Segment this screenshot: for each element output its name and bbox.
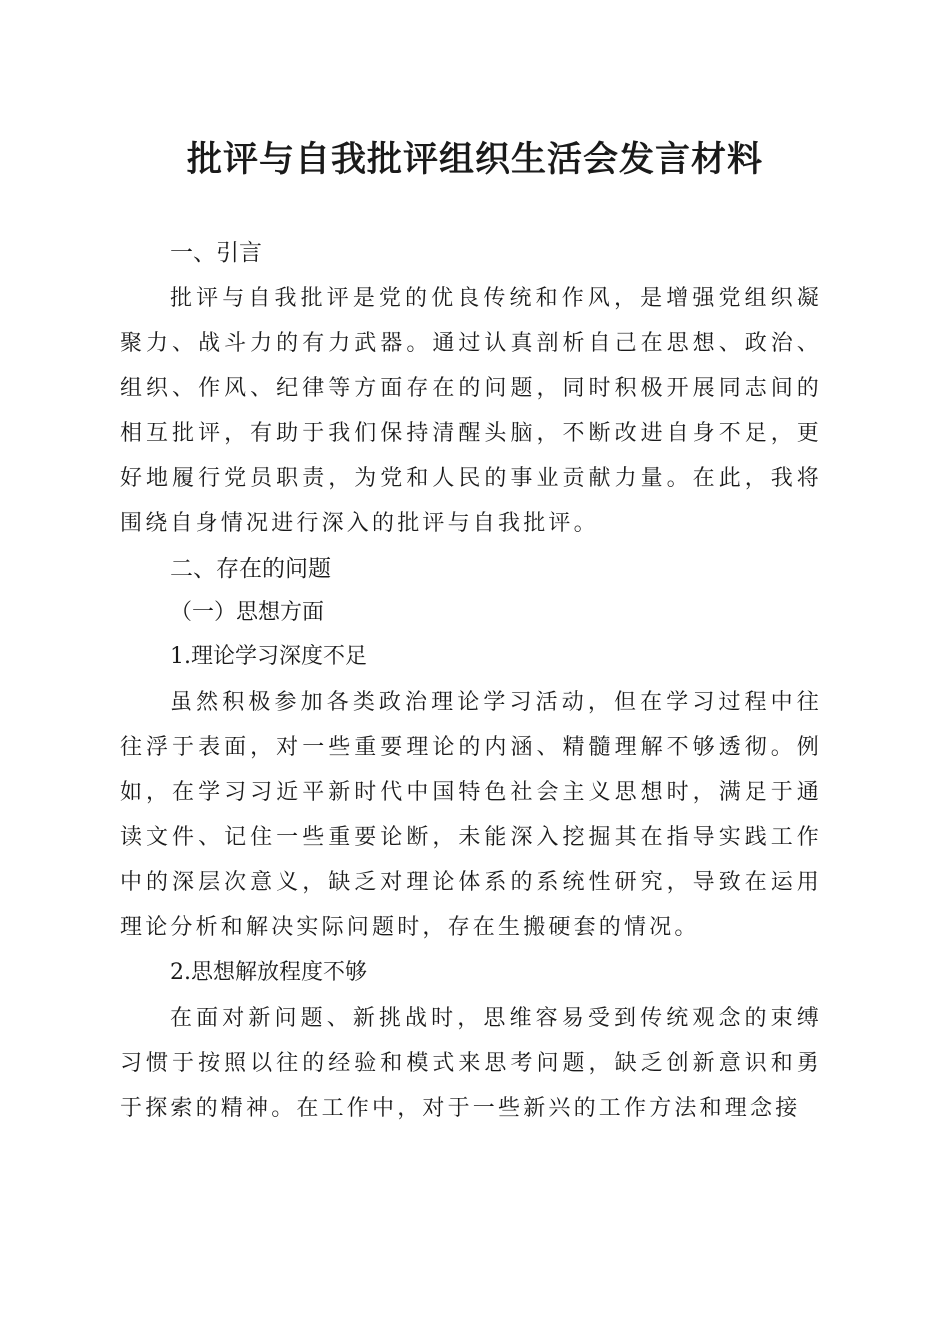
item-heading-2: 2.思想解放程度不够: [170, 960, 367, 985]
item-heading-1: 1.理论学习深度不足: [170, 644, 367, 669]
subheading-thought: （一）思想方面: [170, 600, 325, 625]
intro-paragraph: 批评与自我批评是党的优良传统和作风，是增强党组织凝聚力、战斗力的有力武器。通过认真剖析自己在思想、政治、组织、作风、纪律等方面存在的问题，同时积极开展同志间的相互批评，有助于我们保持清醒头脑，不断改进自身不足，更好地履行党员职责，为党和人民的事业贡献力量。在此，我将围绕自身情况进行深入的批评与自我批评。: [120, 286, 822, 536]
section-heading-problems: 二、存在的问题: [170, 556, 331, 582]
document-body: [120, 230, 822, 1131]
item-paragraph-1: 虽然积极参加各类政治理论学习活动，但在学习过程中往往浮于表面，对一些重要理论的内涵、精髓理解不够透彻。例如，在学习习近平新时代中国特色社会主义思想时，满足于通读文件、记住一些重要论断，未能深入挖掘其在指导实践工作中的深层次意义，缺乏对理论体系的系统性研究，导致在运用理论分析和解决实际问题时，存在生搬硬套的情况。: [120, 690, 822, 940]
section-heading-intro: 一、引言: [170, 240, 262, 266]
document-title: 批评与自我批评组织生活会发言材料: [186, 139, 763, 180]
item-paragraph-2: 在面对新问题、新挑战时，思维容易受到传统观念的束缚习惯于按照以往的经验和模式来思考问题，缺乏创新意识和勇于探索的精神。在工作中，对于一些新兴的工作方法和理念接: [120, 1006, 822, 1121]
